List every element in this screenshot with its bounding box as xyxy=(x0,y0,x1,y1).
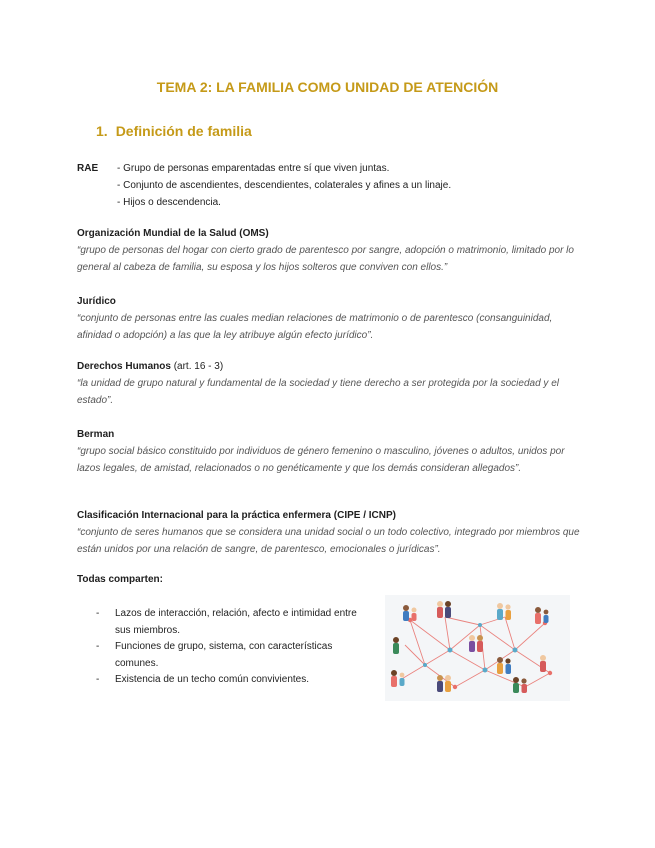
definition-heading xyxy=(77,358,587,375)
definition-heading-text: Organización Mundial de la Salud (OMS) xyxy=(77,228,269,239)
list-item-text: Lazos de interacción, relación, afecto e intimidad entre sus miembros. xyxy=(115,608,357,636)
rae-item: - Grupo de personas emparentadas entre sí que viven juntas. xyxy=(117,163,390,174)
section-number: 1. xyxy=(96,123,108,139)
rae-items xyxy=(117,160,537,211)
definition-cipe xyxy=(77,507,587,558)
section-label: Definición de familia xyxy=(115,123,252,139)
definition-heading-text: Derechos Humanos xyxy=(77,361,171,372)
shared-label: Todas comparten: xyxy=(77,574,163,585)
definition-quote: “conjunto de personas entre las cuales median relaciones de matrimonio o de parentesco (consanguinidad, afinidad o adopción) a las que la ley atribuye algún efecto jurídico”. xyxy=(77,313,553,341)
bullet-dash: - xyxy=(96,608,100,619)
rae-item: - Hijos o descendencia. xyxy=(117,197,221,208)
section-heading xyxy=(96,123,252,139)
definition-quote: “conjunto de seres humanos que se considera una unidad social o un todo colectivo, integrado por miembros que están unidos por una relación de sangre, de parentesco, emocionales o jurídicas”. xyxy=(77,527,580,555)
bullet-dash: - xyxy=(96,641,100,652)
list-item xyxy=(96,606,358,639)
bullet-dash: - xyxy=(96,674,100,685)
definition-juridico xyxy=(77,293,587,344)
definition-quote: “grupo de personas del hogar con cierto grado de parentesco por sangre, adopción o matrimonio, limitado por lo general al cabeza de familia, su esposa y los hijos solteros que conviven con ellos.” xyxy=(77,245,574,273)
rae-label: RAE xyxy=(77,163,99,174)
definition-heading xyxy=(77,293,587,310)
list-item-text: Existencia de un techo común convivientes. xyxy=(115,674,309,685)
rae-item: - Conjunto de ascendientes, descendientes, colaterales y afines a un linaje. xyxy=(117,180,452,191)
definition-heading-text: Berman xyxy=(77,429,115,440)
definition-derechos-humanos xyxy=(77,358,587,409)
definition-quote: “la unidad de grupo natural y fundamental de la sociedad y tiene derecho a ser protegida por la sociedad y el estado”. xyxy=(77,378,559,406)
definition-quote: “grupo social básico constituido por individuos de género femenino o masculino, jóvenes o adultos, unidos por lazos legales, de amistad, relacionados o no genéticamente y que los demás consideran allegados”. xyxy=(77,446,565,474)
shared-list xyxy=(96,606,358,689)
definition-berman xyxy=(77,426,587,477)
definition-heading xyxy=(77,507,587,524)
definition-heading-extra: (art. 16 - 3) xyxy=(170,361,224,372)
definition-heading-text: Jurídico xyxy=(77,296,116,307)
family-network-illustration xyxy=(385,595,570,701)
list-item xyxy=(96,672,358,689)
list-item-text: Funciones de grupo, sistema, con características comunes. xyxy=(115,641,333,669)
list-item xyxy=(96,639,358,672)
definition-oms xyxy=(77,225,587,276)
definition-heading xyxy=(77,225,587,242)
definition-heading-text: Clasificación Internacional para la práctica enfermera (CIPE / ICNP) xyxy=(77,510,396,521)
definition-heading xyxy=(77,426,587,443)
page-title: TEMA 2: LA FAMILIA COMO UNIDAD DE ATENCIÓN xyxy=(156,79,499,95)
